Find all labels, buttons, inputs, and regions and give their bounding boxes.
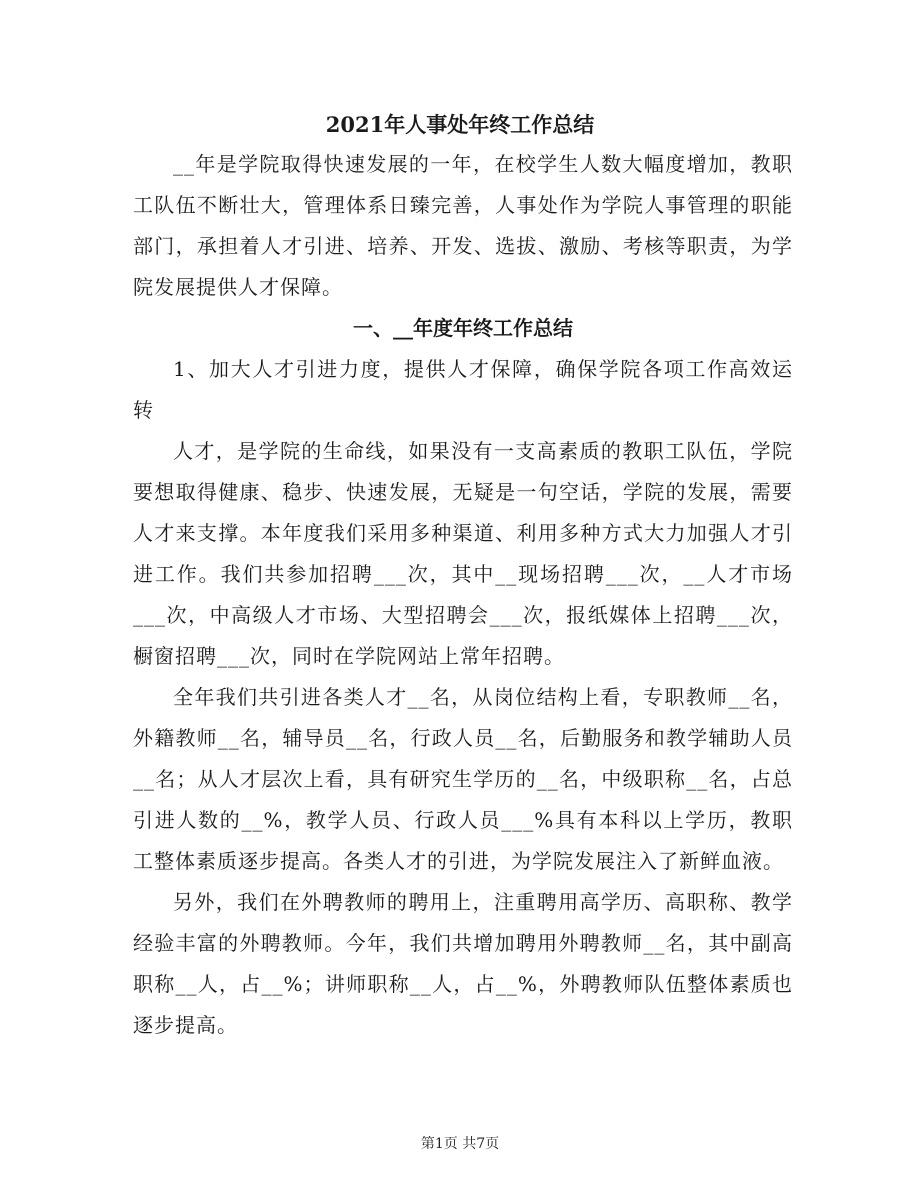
body-paragraph: 人才，是学院的生命线，如果没有一支高素质的教职工队伍，学院要想取得健康、稳步、快速发展，无疑是一句空话，学院的发展，需要人才来支撑。本年度我们采用多种渠道、利用多种方式大力加强人才引进工作。我们共参加招聘___次，其中__现场招聘___次，__人才市场___次，中高级人才市场、大型招聘会___次，报纸媒体上招聘___次，橱窗招聘___次，同时在学院网站上常年招聘。 [133,439,793,668]
subsection-heading: 1、加大人才引进力度，提供人才保障，确保学院各项工作高效运转 [133,357,793,422]
document-body [133,144,793,1046]
body-paragraph: 全年我们共引进各类人才__名，从岗位结构上看，专职教师__名，外籍教师__名，辅导员__名，行政人员__名，后勤服务和教学辅助人员__名；从人才层次上看，具有研究生学历的__名，中级职称__名，占总引进人数的__%，教学人员、行政人员___%具有本科以上学历，教职工整体素质逐步提高。各类人才的引进，为学院发展注入了新鲜血液。 [133,685,793,873]
page-number: 第1页 共7页 [420,1136,500,1152]
body-paragraph: 另外，我们在外聘教师的聘用上，注重聘用高学历、高职称、教学经验丰富的外聘教师。今年，我们共增加聘用外聘教师__名，其中副高职称__人，占__%；讲师职称__人，占__%，外聘教师队伍整体素质也逐步提高。 [133,890,793,1037]
section-heading: 一、__年度年终工作总结 [353,316,573,340]
intro-paragraph: __年是学院取得快速发展的一年，在校学生人数大幅度增加，教职工队伍不断壮大，管理体系日臻完善，人事处作为学院人事管理的职能部门，承担着人才引进、培养、开发、选拔、激励、考核等职责，为学院发展提供人才保障。 [133,152,793,299]
document-title: 2021年人事处年终工作总结 [325,112,595,137]
